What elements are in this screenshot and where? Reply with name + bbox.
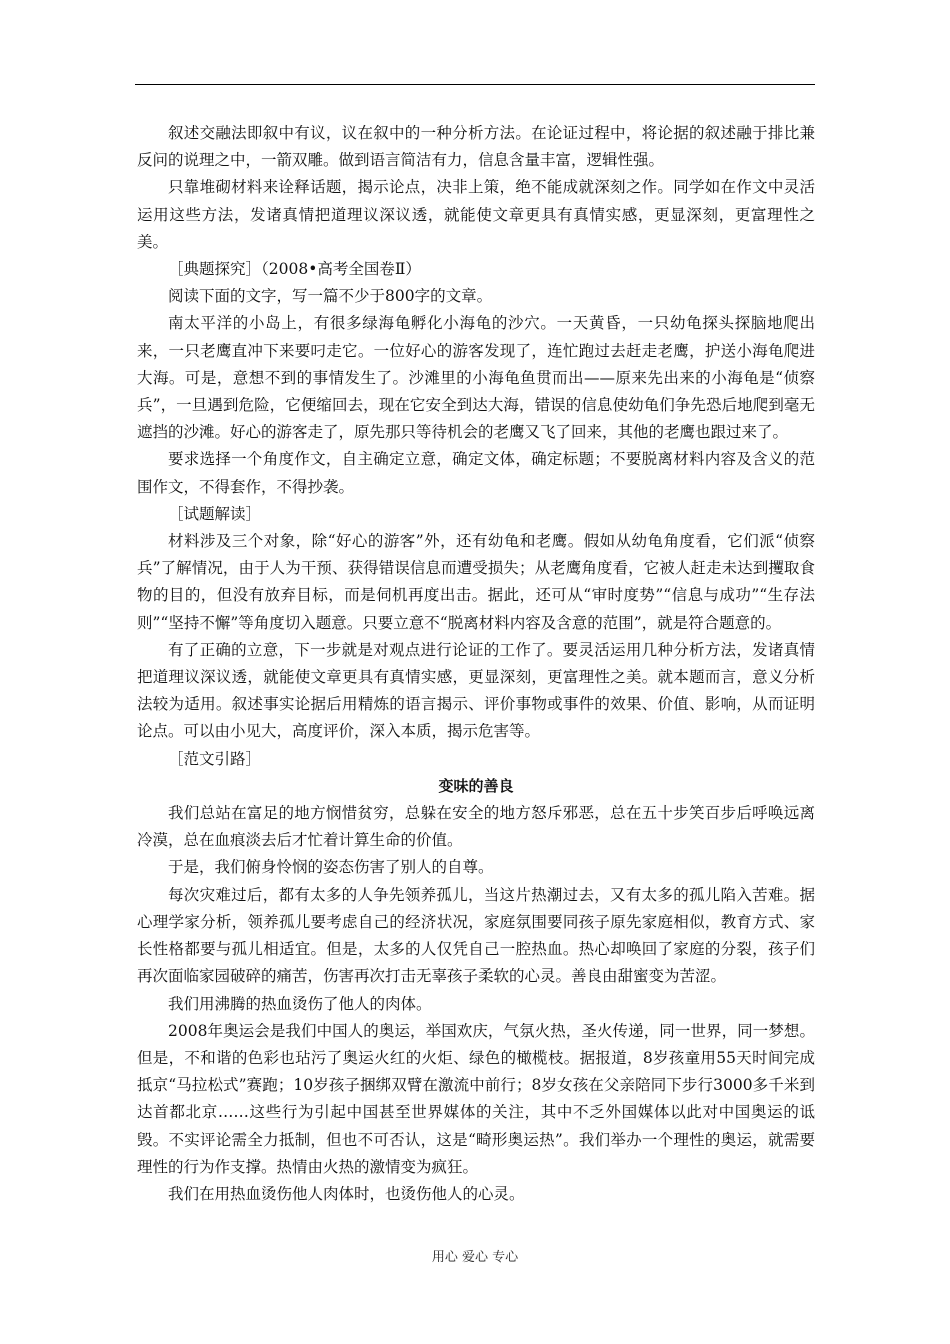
paragraph: 要求选择一个角度作文，自主确定立意，确定文体，确定标题；不要脱离材料内容及含义的范围作文，不得套作，不得抄袭。: [137, 450, 815, 496]
paragraph: 有了正确的立意，下一步就是对观点进行论证的工作了。要灵活运用几种分析方法，发诸真情把道理议深议透，就能使文章更具有真情实感，更显深刻，更富理性之美。就本题而言，意义分析法较为适用。叙述事实论据后用精炼的语言揭示、评价事物或事件的效果、价值、影响，从而证明论点。可以由小见大，高度评价，深入本质，揭示危害等。: [137, 640, 815, 741]
body-text: [137, 120, 815, 1208]
paragraph: 材料涉及三个对象，除“好心的游客”外，还有幼龟和老鹰。假如从幼龟角度看，它们派“侦察兵”了解情况，由于人为干预、获得错误信息而遭受损失；从老鹰角度看，它被人赶走未达到攫取食物的目的，但没有放弃目标，而是伺机再度出击。据此，还可从“审时度势”“信息与成功”“生存法则”“坚持不懈”等角度切入题意。只要立意不“脱离材料内容及含意的范围”，就是符合题意的。: [137, 532, 815, 632]
paragraph: 2008年奥运会是我们中国人的奥运，举国欢庆，气氛火热，圣火传递，同一世界，同一梦想。但是，不和谐的色彩也玷污了奥运火红的火炬、绿色的橄榄枝。据报道，8岁孩童用55天时间完成抵京“马拉松式”赛跑；10岁孩子捆绑双臂在激流中前行；8岁女孩在父亲陪同下步行3000多千米到达首都北京……这些行为引起中国甚至世界媒体的关注，其中不乏外国媒体以此对中国奥运的诋毁。不实评论需全力抵制，但也不可否认，这是“畸形奥运热”。我们举办一个理性的奥运，就需要理性的行为作支撑。热情由火热的激情变为疯狂。: [137, 1021, 815, 1176]
paragraph: 叙述交融法即叙中有议，议在叙中的一种分析方法。在论证过程中，将论据的叙述融于排比兼反问的说理之中，一箭双雕。做到语言简洁有力，信息含量丰富，逻辑性强。: [137, 124, 815, 170]
paragraph: 南太平洋的小岛上，有很多绿海龟孵化小海龟的沙穴。一天黄昏，一只幼龟探头探脑地爬出来，一只老鹰直冲下来要叼走它。一位好心的游客发现了，连忙跑过去赶走老鹰，护送小海龟爬进大海。可是，意想不到的事情发生了。沙滩里的小海龟鱼贯而出——原来先出来的小海龟是“侦察兵”，一旦遇到危险，它便缩回去，现在它安全到达大海，错误的信息使幼龟们争先恐后地爬到毫无遮挡的沙滩。好心的游客走了，原先那只等待机会的老鹰又飞了回来，其他的老鹰也跟过来了。: [137, 314, 815, 442]
paragraph: 我们总站在富足的地方悯惜贫穷，总躲在安全的地方怒斥邪恶，总在五十步笑百步后呼唤远离冷漠，总在血痕淡去后才忙着计算生命的价值。: [137, 804, 815, 850]
paragraph: 每次灾难过后，都有太多的人争先领养孤儿，当这片热潮过去，又有太多的孤儿陷入苦难。据心理学家分析，领养孤儿要考虑自己的经济状况，家庭氛围要同孩子原先家庭相似，教育方式、家长性格都要与孤儿相适宜。但是，太多的人仅凭自己一腔热血。热心却唤回了家庭的分裂，孩子们再次面临家园破碎的痛苦，伤害再次打击无辜孩子柔软的心灵。善良由甜蜜变为苦涩。: [137, 885, 815, 986]
paragraph: 我们在用热血烫伤他人肉体时，也烫伤他人的心灵。: [168, 1184, 525, 1203]
paragraph: 我们用沸腾的热血烫伤了他人的肉体。: [168, 994, 432, 1013]
paragraph: 于是，我们俯身怜悯的姿态伤害了别人的自尊。: [168, 858, 494, 877]
paragraph: 阅读下面的文字，写一篇不少于800字的文章。: [168, 287, 493, 306]
essay-title: 变味的善良: [438, 776, 514, 795]
section-heading-dianti: ［典题探究］（2008•高考全国卷Ⅱ）: [168, 260, 421, 279]
section-heading-jiedu: ［试题解读］: [168, 504, 262, 523]
header-rule: [135, 84, 815, 85]
page-footer: 用心 爱心 专心: [431, 1250, 519, 1265]
paragraph: 只靠堆砌材料来诠释话题，揭示论点，决非上策，绝不能成就深刻之作。同学如在作文中灵活运用这些方法，发诸真情把道理议深议透，就能使文章更具有真情实感，更显深刻，更富理性之美。: [137, 178, 815, 251]
section-heading-fanwen: ［范文引路］: [168, 749, 262, 768]
